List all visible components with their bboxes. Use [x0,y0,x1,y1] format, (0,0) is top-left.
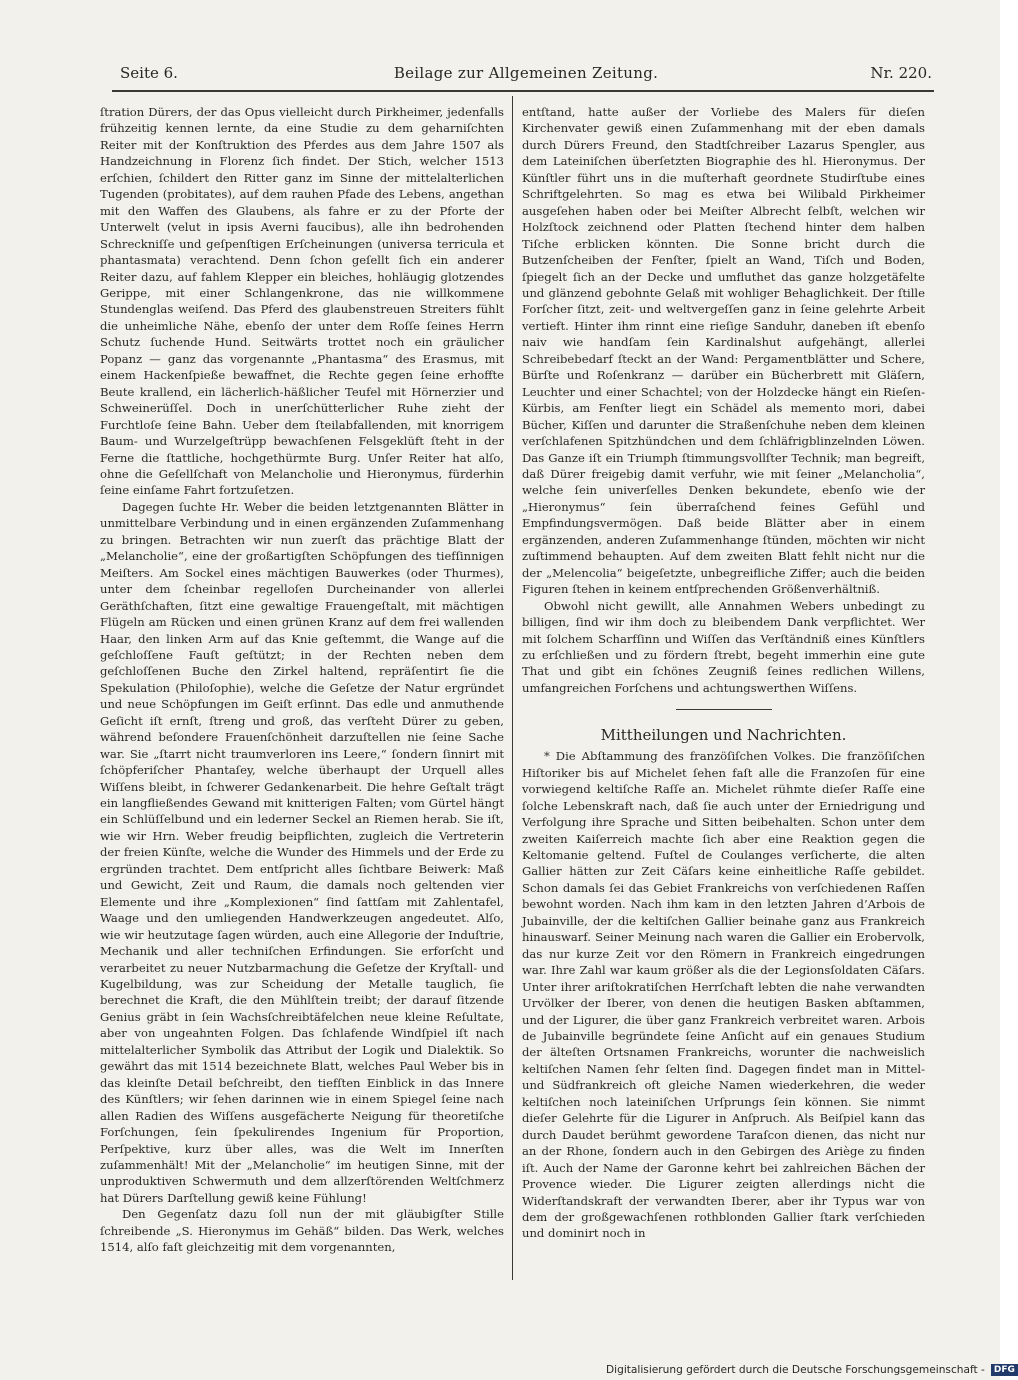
column-divider [512,96,513,1280]
article-paragraph: Obwohl nicht gewillt, alle Annahmen Webers unbedingt zu billigen, ſind wir ihm doch zu bleibendem Dank verpflichtet. Wer mit ſolchem Scharfſinn und Wiſſen das Verſtändniß eines Künſtlers zu erſchließen und zu fördern ſtrebt, begeht immerhin eine gute That und gibt ein ſchönes Zeugniß ſeines redlichen Willens, umfangreichen Forſchens und achtungswerthen Wiſſens. [522,598,925,695]
article-separator [676,709,772,710]
page-header [120,60,932,90]
page-number: Seite 6. [120,64,178,82]
publication-title: Beilage zur Allgemeinen Zeitung. [393,64,659,82]
right-column [522,104,925,1242]
section-title: Mittheilungen und Nachrichten. [600,726,847,745]
news-paragraph: * Die Abſtammung des franzöſiſchen Volkes. Die franzöſiſchen Hiſtoriker bis auf Michelet ſehen faſt alle die Franzoſen für eine vorwiegend keltiſche Raſſe an. Michelet rühmte dieſer Raſſe eine ſolche Lebenskraft nach, daß ſie auch unter der Erniedrigung und Verfolgung ihre Sprache und Sitten beibehalten. Schon unter dem zweiten Kaiſerreich machte ſich aber eine Reaktion gegen die Keltomanie geltend. Fuſtel de Coulanges verſicherte, die alten Gallier hätten zur Zeit Cäſars keine einheitliche Raſſe gebildet. Schon damals ſei das Gebiet Frankreichs von verſchiedenen Raſſen bewohnt worden. Nach ihm kam in den letzten Jahren d’Arbois de Jubainville, der die keltiſchen Gallier beinahe ganz aus Frankreich hinauswarf. Seiner Meinung nach waren die Gallier ein Erobervolk, das nur kurze Zeit vor den Römern in Frankreich eingedrungen war. Ihre Zahl war kaum größer als die der Legionsſoldaten Cäſars. Unter ihrer ariſtokratiſchen Herrſchaft lebten die nahe verwandten Urvölker der Iberer, von denen die heutigen Basken abſtammen, und der Ligurer, die über ganz Frankreich verbreitet waren. Arbois de Jubainville begründete ſeine Anſicht auf ein genaues Studium der älteſten Ortsnamen Frankreichs, worunter die nachweislich keltiſchen Namen ſehr ſelten ſind. Dagegen findet man in Mittel- und Südfrankreich oft gleiche Namen wiederkehren, die weder keltiſchen noch lateiniſchen Urſprungs ſein können. Sie nimmt dieſer Gelehrte für die Ligurer in Anſpruch. Als Beiſpiel kann das durch Daudet berühmt gewordene Taraſcon dienen, das nicht nur an der Rhone, ſondern auch in den Gebirgen des Ariège zu finden iſt. Auch der Name der Garonne kehrt bei zahlreichen Bächen der Provence wieder. Die Ligurer zeigten allerdings nicht die Widerſtandskraft der verwandten Iberer, aber ihr Typus war von dem der großgewachſenen rothblonden Gallier ſtark verſchieden und dominirt noch in [522,749,925,1241]
digitization-credit [606,1364,1015,1380]
issue-number: Nr. 220. [870,64,932,82]
left-column [100,104,504,1256]
dfg-logo: DFG [991,1364,1018,1376]
header-rule [112,90,934,92]
article-paragraph: Den Gegenſatz dazu ſoll nun der mit gläubigſter Stille ſchreibende „S. Hieronymus im Gehäß“ bilden. Das Werk, welches 1514, alſo faſt gleichzeitig mit dem vorgenannten, [100,1207,504,1255]
article-paragraph: entſtand, hatte außer der Vorliebe des Malers für dieſen Kirchenvater gewiß einen Zuſammenhang mit der eben damals durch Dürers Freund, den Stadtſchreiber Lazarus Spengler, aus dem Lateiniſchen überſetzten Biographie des hl. Hieronymus. Der Künſtler führt uns in die muſterhaft geordnete Studirſtube eines Schriftgelehrten. So mag es etwa bei Wilibald Pirkheimer ausgeſehen haben oder bei Meiſter Albrecht ſelbſt, welchen wir Holzſtock zeichnend oder Platten ſtechend hinter dem halben Tiſche erblicken könnten. Die Sonne bricht durch die Butzenſcheiben der Fenſter, ſpielt an Wand, Tiſch und Boden, ſpiegelt ſich an der Decke und umfluthet das ganze holzgetäfelte und glänzend gebohnte Gelaß mit wohliger Behaglichkeit. Der ſtille Forſcher ſitzt, zeit- und weltvergeſſen ganz in ſeine gelehrte Arbeit vertieft. Hinter ihm rinnt eine rieſige Sanduhr, daneben iſt ebenſo naiv wie handſam ſein Kardinalshut aufgehängt, allerlei Schreibebedarf ſteckt an der Wand: Pergamentblätter und Schere, Bürſte und Roſenkranz — darüber ein Bücherbrett mit Gläſern, Leuchter und einer Schachtel; von der Holzdecke hängt ein Rieſen-Kürbis, am Fenſter liegt ein Schädel als memento mori, dabei Bücher, Kiſſen und darunter die Straßenſchuhe neben dem kleinen verſchlafenen Spitzhündchen und dem ſchläfrigblinzelnden Löwen. Das Ganze iſt ein Triumph ſtimmungsvollſter Technik; man begreift, daß Dürer freigebig damit verfuhr, wie mit ſeiner „Melancholia“, welche ſein univerſelles Denken bekundete, ebenſo wie der „Hieronymus“ ſein überraſchend feines Gefühl und Empfindungsvermögen. Daß beide Blätter aber in einem ergänzenden, anderen Zuſammenhange ſtünden, möchten wir nicht zuſtimmend behaupten. Auf dem zweiten Blatt fehlt nicht nur die der „Melencolia“ beigeſetzte, unbegreifliche Ziffer; auch die beiden Figuren ſtehen in keinem entſprechenden Größenverhältniß. [522,105,925,597]
article-paragraph: ſtration Dürers, der das Opus vielleicht durch Pirkheimer, jedenfalls frühzeitig kennen lernte, da eine Studie zu dem geharniſchten Reiter mit der Konſtruktion des Pferdes aus dem Jahre 1507 als Handzeichnung in Florenz ſich findet. Der Stich, welcher 1513 erſchien, ſchildert den Ritter ganz im Sinne der mittelalterlichen Tugenden (probitates), auf dem rauhen Pfade des Lebens, angethan mit den Waffen des Glaubens, als fahre er zu der Pforte der Unterwelt (velut in ipsis Averni faucibus), alle ihn bedrohenden Schreckniſſe und geſpenſtigen Erſcheinungen (universa terricula et phantasmata) verachtend. Denn ſchon geſellt ſich ein anderer Reiter dazu, auf fahlem Klepper ein bleiches, hohläugig glotzendes Gerippe, mit einer Schlangenkrone, das nie willkommene Stundenglas weiſend. Das Pferd des glaubenstreuen Streiters fühlt die unheimliche Nähe, ebenſo der unter dem Roſſe ſeines Herrn Schutz ſuchende Hund. Seitwärts trottet noch ein gräulicher Popanz — ganz das vorgenannte „Phantasma“ des Erasmus, mit einem Hackenſpieße bewaffnet, die Rechte gegen ſeine erhoffte Beute krallend, ein lächerlich-häßlicher Teufel mit Hörnerzier und Schweinerüſſel. Doch in unerſchütterlicher Ruhe zieht der Furchtloſe ſeine Bahn. Ueber dem ſteilabfallenden, mit knorrigem Baum- und Wurzelgeſtrüpp bewachſenen Felsgeklüft ſteht in der Ferne die ſtattliche, hochgethürmte Burg. Unſer Reiter hat alſo, ohne die Geſellſchaft von Melancholie und Hieronymus, fürderhin ſeine einſame Fahrt fortzuſetzen. [100,105,504,498]
credit-text: Digitalisierung gefördert durch die Deutsche Forschungsgemeinschaft - [606,1364,985,1376]
article-paragraph: Dagegen ſuchte Hr. Weber die beiden letztgenannten Blätter in unmittelbare Verbindung und in einen ergänzenden Zuſammenhang zu bringen. Betrachten wir nun zuerſt das prächtige Blatt der „Melancholie“, eine der großartigſten Schöpfungen des tiefſinnigen Meiſters. Am Sockel eines mächtigen Bauwerkes (oder Thurmes), unter dem ſcheinbar regelloſen Durcheinander von allerlei Geräthſchaften, ſitzt eine gewaltige Frauengeſtalt, mit mächtigen Flügeln am Rücken und einen grünen Kranz auf dem frei wallenden Haar, den linken Arm auf das Knie geſtemmt, die Wange auf die geſchloſſene Fauſt geſtützt; in der Rechten neben dem geſchloſſenen Buche den Zirkel haltend, repräſentirt ſie die Spekulation (Philoſophie), welche die Geſetze der Natur ergründet und neue Schöpfungen im Geiſt erſinnt. Das edle und anmuthende Geſicht iſt ernſt, ſtreng und groß, das verſteht Dürer zu geben, während beſondere Frauenſchönheit darzuſtellen nie ſeine Sache war. Sie „ſtarrt nicht traumverloren ins Leere,“ ſondern ſinnirt mit ſchöpferiſcher Phantaſey, welche überhaupt der Urquell alles Wiſſens bleibt, in ſchwerer Gedankenarbeit. Die hehre Geſtalt trägt ein langfließendes Gewand mit knitterigen Falten; vom Gürtel hängt ein Schlüſſelbund und ein lederner Seckel an Riemen herab. Sie iſt, wie wir Hrn. Weber freudig beipflichten, zugleich die Vertreterin der freien Künſte, welche die Wunder des Himmels und der Erde zu ergründen trachtet. Dem entſpricht alles ſichtbare Beiwerk: Maß und Gewicht, Zeit und Raum, die damals noch geltenden vier Elemente und ihre „Komplexionen“ ſind ſattſam mit Zahlentafel, Waage und den umliegenden Handwerkzeugen angedeutet. Alſo, wie wir heutzutage ſagen würden, auch eine Allegorie der Induſtrie, Mechanik und aller techniſchen Erfindungen. Sie erforſcht und verarbeitet zu neuer Nutzbarmachung die Geſetze der Kryſtall- und Kugelbildung, was zur Scheidung der Metalle tauglich, ſie berechnet die Kraft, die den Mühlſtein treibt; der darauf ſitzende Genius gräbt in ſein Wachsſchreibtäfelchen neue kleine Reſultate, aber von ungeahnten Folgen. Das ſchlafende Windſpiel iſt nach mittelalterlicher Symbolik das Attribut der Logik und Dialektik. So gewährt das mit 1514 bezeichnete Blatt, welches Paul Weber bis in das kleinſte Detail beſchreibt, den tiefſten Einblick in das Innere des Künſtlers; wir ſehen darinnen wie in einem Spiegel ſeine nach allen Radien des Wiſſens ausgefächerte Neigung für theoretiſche Forſchungen, ſein ſpekulirendes Ingenium für Proportion, Perſpektive, kurz über alles, was die Welt im Innerſten zuſammenhält! Mit der „Melancholie“ im heutigen Sinne, mit der unproduktiven Schwermuth und dem allzerſtörenden Weltſchmerz hat Dürers Darſtellung gewiß keine Fühlung! [100,499,504,1205]
